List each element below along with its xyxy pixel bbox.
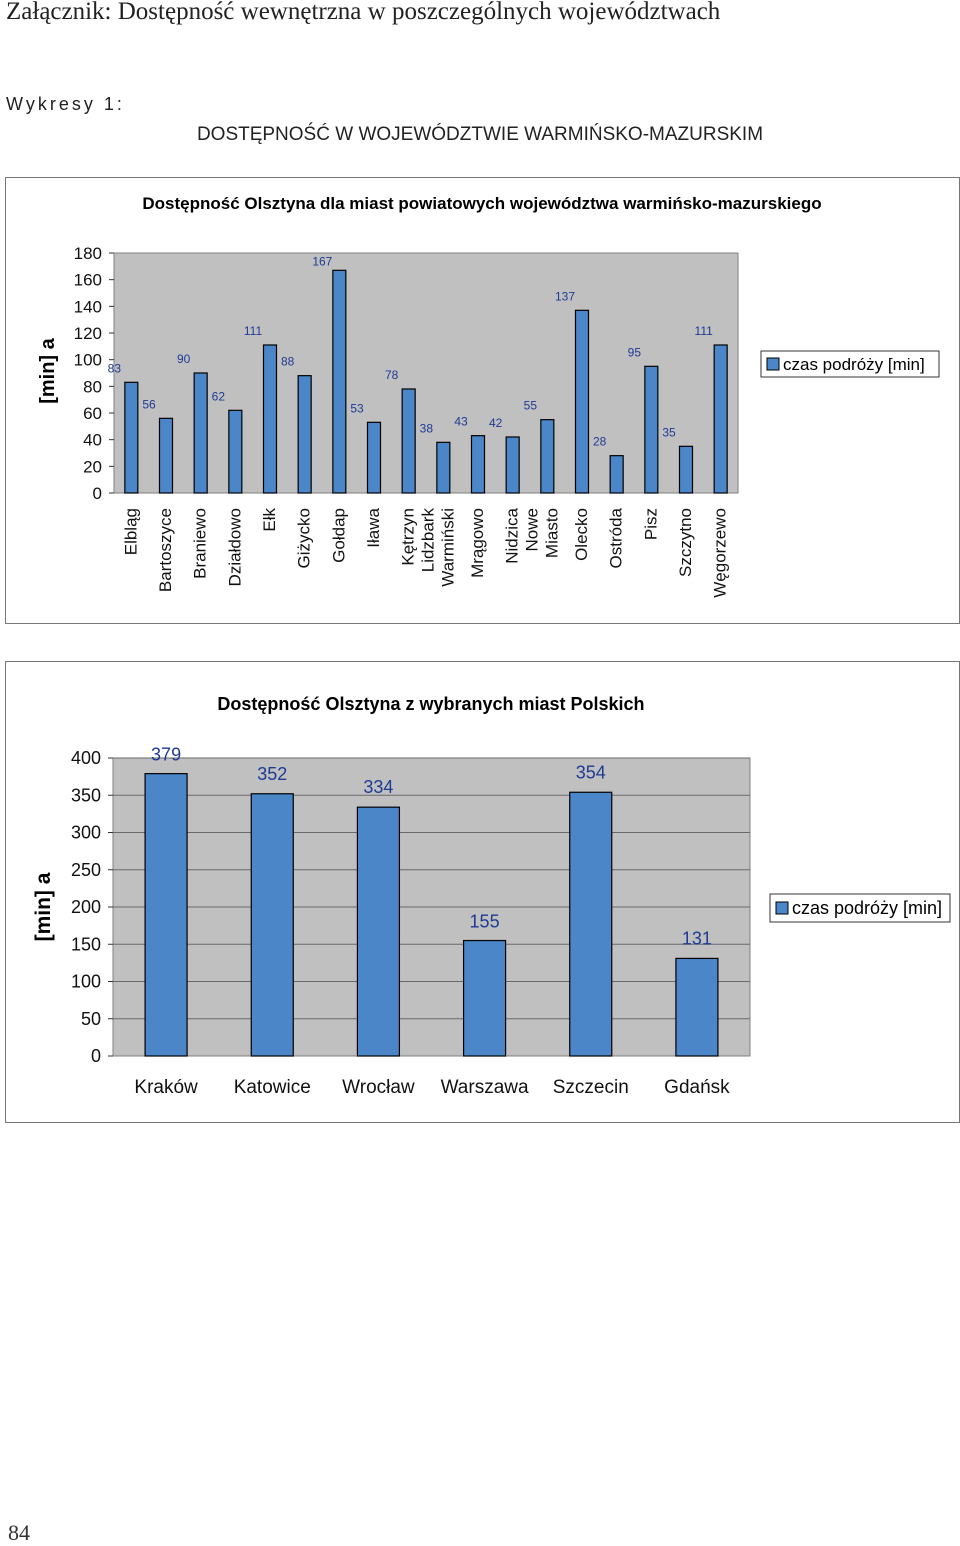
y-tick-label: 180	[73, 244, 102, 263]
figure-title: DOSTĘPNOŚĆ W WOJEWÓDZTWIE WARMIŃSKO-MAZURSKIM	[196, 124, 764, 145]
data-label: 62	[211, 389, 226, 404]
y-tick-label: 100	[73, 350, 102, 370]
x-tick-label	[711, 508, 730, 598]
x-tick-label: Kraków	[134, 1077, 198, 1098]
x-tick-label	[364, 507, 383, 547]
x-tick-label-line: Szczytno	[676, 508, 695, 577]
figure-label: Wykresy 1:	[6, 94, 125, 114]
y-axis-label: [min] a	[37, 338, 59, 404]
data-label: 95	[627, 345, 642, 360]
bar	[541, 420, 554, 493]
bar	[645, 366, 658, 493]
x-tick-label: Gdańsk	[664, 1077, 730, 1098]
data-label: 111	[243, 324, 263, 338]
x-tick-label-line: Ostróda	[606, 508, 626, 569]
data-label: 56	[142, 397, 156, 412]
bar	[145, 774, 187, 1056]
bar	[125, 382, 138, 493]
chart-1	[6, 178, 959, 623]
bar	[298, 376, 311, 493]
x-tick-label	[156, 508, 175, 592]
y-tick-label: 80	[83, 377, 102, 397]
legend-swatch	[776, 902, 788, 914]
data-label: 137	[554, 289, 576, 304]
bar	[229, 410, 242, 493]
y-tick-label: 250	[70, 859, 101, 880]
bar	[676, 958, 718, 1056]
x-tick-label	[225, 508, 244, 586]
y-tick-label: 0	[90, 1046, 101, 1066]
data-label: 334	[363, 777, 394, 798]
y-tick-label: 200	[70, 897, 101, 917]
x-tick-label	[399, 508, 418, 566]
legend-label: czas podróży [min]	[792, 898, 943, 918]
x-tick-label: Warszawa	[440, 1077, 529, 1098]
x-tick-label-line: Bartoszyce	[156, 508, 175, 593]
x-tick-label-line: Giżycko	[294, 508, 314, 569]
x-tick-label-line: Braniewo	[190, 508, 210, 579]
bar	[714, 345, 727, 493]
bar	[576, 310, 589, 493]
bar	[680, 446, 693, 493]
data-label: 90	[176, 352, 191, 366]
x-tick-label-line: Działdowo	[225, 508, 245, 587]
x-tick-label-line: Kętrzyn	[398, 508, 418, 566]
x-tick-label-line: Pisz	[641, 508, 661, 541]
legend-swatch	[767, 358, 779, 370]
x-tick-label	[522, 508, 561, 558]
x-tick-label-line: Olecko	[572, 508, 591, 561]
bar	[251, 794, 293, 1056]
data-label: 111	[694, 324, 713, 338]
data-label: 354	[575, 762, 606, 783]
data-label: 167	[312, 254, 333, 269]
legend-label: czas podróży [min]	[783, 355, 925, 374]
data-label: 78	[384, 368, 399, 382]
y-tick-label: 140	[73, 297, 102, 317]
x-tick-label-line: Nowe	[522, 508, 542, 552]
chart-title: Dostępność Olsztyna z wybranych miast Polskich	[217, 694, 645, 714]
y-tick-label: 20	[83, 457, 102, 477]
bar	[610, 456, 623, 493]
x-tick-label	[572, 508, 591, 561]
chart-title: Dostępność Olsztyna dla miast powiatowych województwa warmińsko-mazurskiego	[142, 194, 822, 213]
data-label: 155	[469, 911, 500, 932]
y-axis-label: [min] a	[32, 872, 55, 942]
data-label: 88	[280, 354, 295, 369]
bar	[437, 442, 450, 493]
y-tick-label: 60	[83, 404, 102, 423]
x-tick-label-line: Mrągowo	[468, 508, 487, 578]
bar	[464, 941, 506, 1056]
bar	[402, 389, 415, 493]
bar	[472, 436, 485, 493]
y-tick-label: 40	[83, 430, 102, 450]
page-number: 84	[8, 1520, 30, 1545]
bar	[333, 270, 346, 493]
data-label: 379	[151, 744, 182, 765]
data-label: 131	[681, 928, 712, 949]
y-tick-label: 50	[80, 1008, 101, 1029]
x-tick-label	[260, 508, 279, 532]
x-tick-label	[676, 508, 695, 577]
y-tick-label: 150	[70, 934, 101, 955]
x-tick-label-line: Warmiński	[438, 508, 458, 587]
x-tick-label	[191, 508, 210, 579]
y-tick-label: 400	[70, 748, 101, 768]
page-title: Załącznik: Dostępność wewnętrzna w poszczególnych województwach	[6, 0, 721, 25]
y-tick-label: 350	[70, 785, 101, 806]
x-tick-label	[121, 508, 140, 555]
x-tick-label: Szczecin	[552, 1077, 629, 1098]
chart-2	[6, 662, 959, 1122]
bar	[264, 345, 277, 493]
bar	[357, 807, 399, 1056]
data-label: 28	[592, 434, 607, 449]
chart-1-frame	[5, 177, 960, 624]
data-label: 55	[523, 398, 538, 413]
data-label: 352	[257, 763, 288, 784]
x-tick-label	[607, 507, 626, 568]
x-tick-label	[468, 508, 487, 578]
bar	[368, 422, 381, 493]
x-tick-label	[418, 508, 457, 587]
x-tick-label	[295, 508, 314, 568]
data-label: 83	[107, 361, 122, 376]
bar	[160, 418, 173, 493]
x-tick-label	[641, 508, 660, 540]
x-tick-label-line: Miasto	[542, 508, 562, 559]
data-label: 43	[454, 414, 468, 429]
x-tick-label-line: Iława	[364, 508, 383, 548]
data-label: 53	[350, 401, 364, 416]
x-tick-label-line: Ełk	[260, 508, 279, 532]
x-tick-label-line: Gołdap	[329, 508, 349, 563]
bar	[506, 437, 519, 493]
x-tick-label-line: Węgorzewo	[710, 508, 730, 598]
y-tick-label: 0	[92, 484, 102, 503]
x-tick-label-line: Elbląg	[121, 508, 141, 556]
bar	[570, 792, 612, 1056]
bar	[194, 373, 207, 493]
data-label: 35	[662, 425, 676, 440]
x-tick-label-line: Nidzica	[502, 508, 522, 564]
x-tick-label-line: Lidzbark	[418, 508, 438, 573]
y-tick-label: 100	[70, 971, 101, 992]
x-tick-label: Wrocław	[342, 1077, 415, 1098]
y-tick-label: 160	[73, 270, 102, 290]
data-label: 42	[488, 416, 503, 430]
data-label: 38	[419, 421, 434, 436]
chart-2-frame	[5, 661, 960, 1123]
y-tick-label: 300	[70, 822, 101, 843]
x-tick-label: Katowice	[233, 1077, 311, 1098]
y-tick-label: 120	[73, 324, 102, 343]
x-tick-label	[329, 508, 348, 563]
x-tick-label	[503, 507, 522, 563]
